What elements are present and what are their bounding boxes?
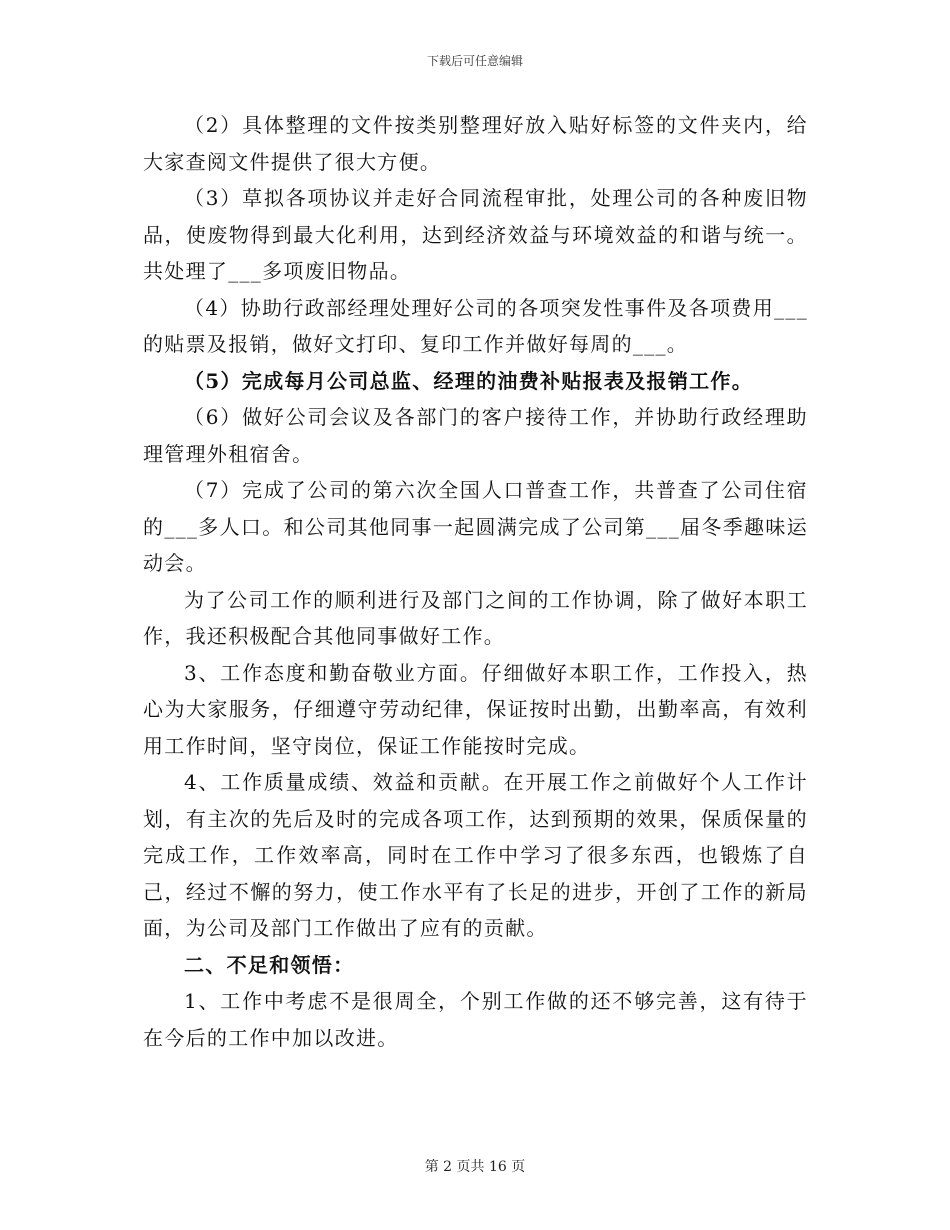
page-footer: 第 2 页共 16 页 — [424, 1159, 526, 1175]
paragraph-item-6: （6）做好公司会议及各部门的客户接待工作，并协助行政经理助理管理外租宿舍。 — [143, 405, 808, 466]
paragraph-item-2: （2）具体整理的文件按类别整理好放入贴好标签的文件夹内，给大家查阅文件提供了很大方便。 — [143, 113, 808, 174]
paragraph-item-7: （7）完成了公司的第六次全国人口普查工作，共普查了公司住宿的___多人口。和公司其他同事一起圆满完成了公司第___届冬季趣味运动会。 — [143, 478, 808, 575]
paragraph-section-4: 4、工作质量成绩、效益和贡献。在开展工作之前做好个人工作计划，有主次的先后及时的完成各项工作，达到预期的效果，保质保量的完成工作，工作效率高，同时在工作中学习了很多东西，也锻炼了自己，经过不懈的努力，使工作水平有了长足的进步，开创了工作的新局面，为公司及部门工作做出了应有的贡献。 — [143, 770, 808, 940]
section-heading-shortcomings: 二、不足和领悟： — [184, 952, 355, 977]
paragraph-section-3: 3、工作态度和勤奋敬业方面。仔细做好本职工作，工作投入，热心为大家服务，仔细遵守劳动纪律，保证按时出勤，出勤率高，有效利用工作时间，坚守岗位，保证工作能按时完成。 — [143, 660, 808, 758]
paragraph-item-5: （5）完成每月公司总监、经理的油费补贴报表及报销工作。 — [184, 368, 754, 393]
paragraph-item-4: （4）协助行政部经理处理好公司的各项突发性事件及各项费用___的贴票及报销，做好文打印、复印工作并做好每周的___。 — [143, 295, 808, 356]
document-body — [143, 107, 808, 1056]
page-header: 下载后可任意编辑 — [426, 54, 523, 68]
paragraph-item-3: （3）草拟各项协议并走好合同流程审批，处理公司的各种废旧物品，使废物得到最大化利用，达到经济效益与环境效益的和谐与统一。共处理了___多项废旧物品。 — [143, 186, 808, 283]
paragraph-coordination: 为了公司工作的顺利进行及部门之间的工作协调，除了做好本职工作，我还积极配合其他同事做好工作。 — [143, 587, 808, 648]
paragraph-shortcoming-1: 1、工作中考虑不是很周全，个别工作做的还不够完善，这有待于在今后的工作中加以改进。 — [143, 989, 808, 1050]
